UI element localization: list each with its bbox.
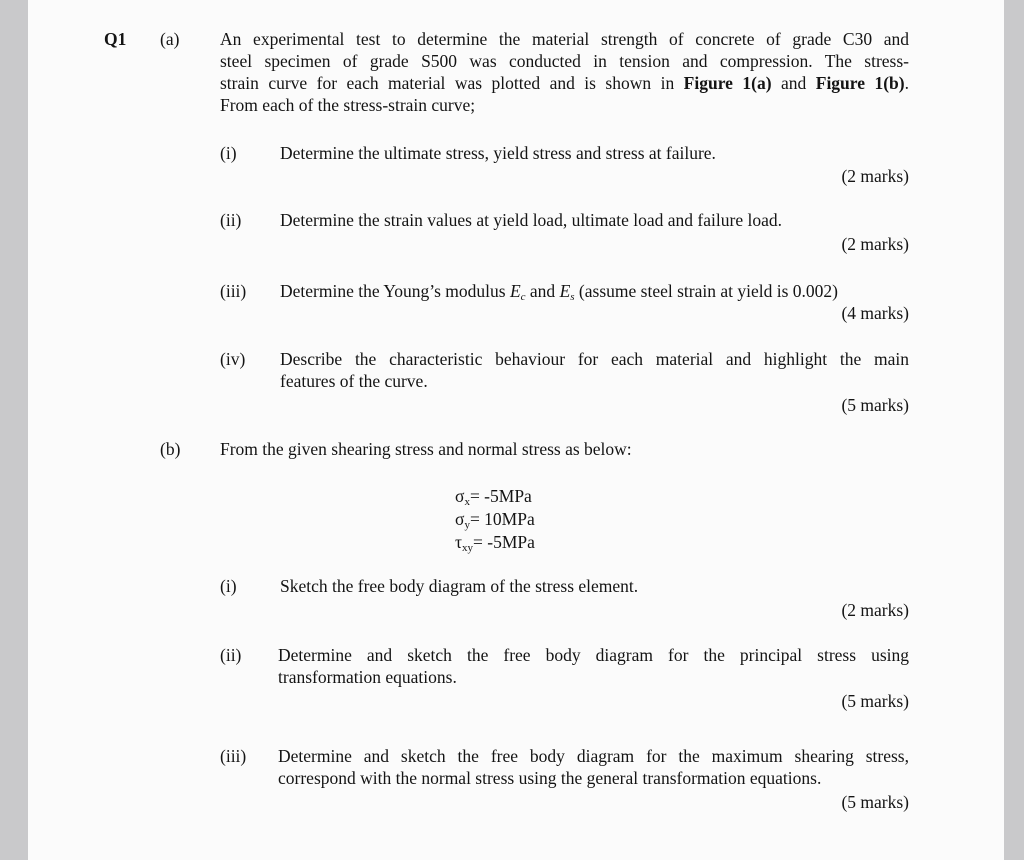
a-iii-text: Determine the Young’s modulus $E_c$ and $E_s$ (assume steel strain at yield is 0.002) — [280, 281, 838, 303]
b-i-marks: (2 marks) — [841, 600, 909, 620]
b-ii-text-line-2: transformation equations. — [278, 667, 457, 687]
equation-sigma-y: $\sigma_y= 10MPa$ — [455, 509, 535, 531]
a-i-label: (i) — [220, 143, 237, 163]
part-b-intro: From the given shearing stress and normal stress as below: — [220, 439, 632, 459]
b-i-label: (i) — [220, 576, 237, 596]
b-iii-text-line-1: Determine and sketch the free body diagram for the maximum shearing stress, — [278, 746, 909, 766]
a-iv-text-line-2: features of the curve. — [280, 371, 428, 391]
part-a-intro-line-1: An experimental test to determine the material strength of concrete of grade C30 and — [220, 29, 909, 49]
a-iv-marks: (5 marks) — [841, 395, 909, 415]
figure-1a-ref: Figure 1(a) — [683, 73, 772, 93]
figure-1b-ref: Figure 1(b) — [815, 73, 905, 93]
a-iii-label: (iii) — [220, 281, 247, 301]
b-iii-marks: (5 marks) — [841, 792, 909, 812]
right-frame — [1004, 0, 1024, 860]
document-page — [28, 0, 1004, 860]
a-iv-text-line-1: Describe the characteristic behaviour for each material and highlight the main — [280, 349, 909, 369]
a-ii-marks: (2 marks) — [841, 234, 909, 254]
ec-symbol: E — [509, 281, 521, 301]
a-i-text: Determine the ultimate stress, yield stress and stress at failure. — [280, 143, 716, 163]
left-frame — [0, 0, 28, 860]
part-a-intro-line-2: steel specimen of grade S500 was conducted in tension and compression. The stress- — [220, 51, 909, 71]
b-ii-label: (ii) — [220, 645, 242, 665]
question-number: Q1 — [104, 29, 127, 49]
b-ii-marks: (5 marks) — [841, 691, 909, 711]
part-b-label: (b) — [160, 439, 181, 459]
a-iii-marks: (4 marks) — [841, 303, 909, 323]
b-iii-text-line-2: correspond with the normal stress using the general transformation equations. — [278, 768, 822, 788]
b-i-text: Sketch the free body diagram of the stress element. — [280, 576, 639, 596]
equation-tau-xy: $\tau_{xy}= -5MPa$ — [455, 532, 535, 554]
a-i-marks: (2 marks) — [841, 166, 909, 186]
a-iv-label: (iv) — [220, 349, 246, 369]
equation-sigma-x: $\sigma_x= -5MPa$ — [455, 486, 532, 508]
b-iii-label: (iii) — [220, 746, 247, 766]
a-ii-label: (ii) — [220, 210, 242, 230]
es-symbol: E — [559, 281, 571, 301]
a-ii-text: Determine the strain values at yield load, ultimate load and failure load. — [280, 210, 782, 230]
part-a-intro-line-4: From each of the stress-strain curve; — [220, 95, 476, 115]
part-a-label: (a) — [160, 29, 180, 49]
part-a-intro-line-3: strain curve for each material was plotted and is shown in Figure 1(a) and Figure 1(b). — [220, 73, 909, 93]
b-ii-text-line-1: Determine and sketch the free body diagram for the principal stress using — [278, 645, 909, 665]
